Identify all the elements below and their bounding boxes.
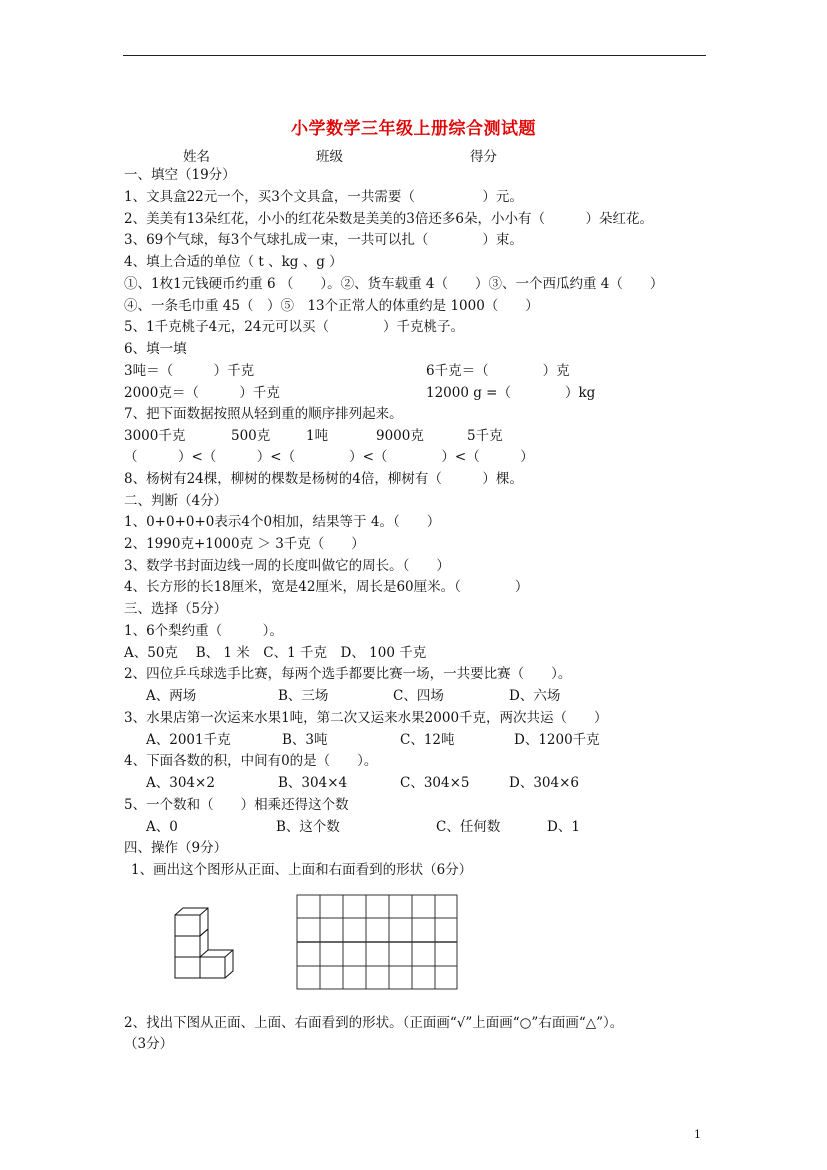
- s3-question-1: 1、6个梨约重（ ）。: [124, 623, 283, 639]
- s3-q4-option: C、304×5: [400, 775, 470, 791]
- s3-q3-option: C、12吨: [400, 732, 455, 748]
- s3-question-2: 2、四位乒乓球选手比赛，每两个选手都要比赛一场，一共要比赛（ ）。: [124, 666, 572, 682]
- s3-q3-option: A、2001千克: [146, 732, 231, 748]
- header-rule: [123, 55, 706, 56]
- s3-q4-option: A、304×2: [146, 775, 215, 791]
- s1-question-7: 7、把下面数据按照从轻到重的顺序排列起来。: [124, 406, 403, 422]
- name-label: 姓名: [183, 149, 210, 165]
- s1-question-5: 5、1千克桃子4元，24元可以买（ ）千克桃子。: [124, 319, 464, 335]
- s3-q2-option: C、四场: [393, 688, 444, 704]
- s4-question-2-cont: （3分）: [124, 1036, 174, 1052]
- score-label: 得分: [470, 149, 497, 165]
- s1-question-8: 8、杨树有24棵，柳树的棵数是杨树的4倍，柳树有（ ）棵。: [124, 471, 523, 487]
- drawing-grid: [296, 894, 460, 992]
- page-title: 小学数学三年级上册综合测试题: [291, 119, 536, 139]
- s3-q4-option: D、304×6: [509, 775, 579, 791]
- section2-heading: 二、判断（4分）: [124, 493, 228, 509]
- s3-q4-option: B、304×4: [278, 775, 348, 791]
- s1-q7-item: 500克: [231, 428, 271, 444]
- s1-q7-item: 3000千克: [124, 428, 186, 444]
- s3-q2-option: A、两场: [146, 688, 197, 704]
- s1-q6-item-a: 3吨＝（ ）千克: [124, 363, 255, 379]
- s3-question-5: 5、一个数和（ ）相乘还得这个数: [124, 797, 349, 813]
- s2-question-1: 1、0+0+0+0表示4个0相加，结果等于 4。（ ）: [124, 514, 441, 530]
- section4-heading: 四、操作（9分）: [124, 840, 228, 856]
- s3-q2-option: B、三场: [278, 688, 329, 704]
- s3-question-3: 3、水果店第一次运来水果1吨，第二次又运来水果2000千克，两次共运（ ）: [124, 710, 608, 726]
- s1-question-4a: ①、1枚1元钱硬币约重 6 （ ）。②、货车载重 4（ ）③、一个西瓜约重 4（ ）: [124, 276, 664, 292]
- s4-question-1: 1、画出这个图形从正面、上面和右面看到的形状（6分）: [131, 862, 473, 878]
- class-label: 班级: [316, 149, 343, 165]
- s1-q6-item-c: 2000克＝（ ）千克: [124, 385, 280, 401]
- s1-question-6: 6、填一填: [124, 341, 187, 357]
- cube-stack-figure: [168, 905, 240, 981]
- s1-q6-item-d: 12000 g =（ ）kg: [426, 385, 596, 401]
- s3-q5-option: D、1: [547, 819, 580, 835]
- section1-heading: 一、填空（19分）: [124, 167, 236, 183]
- s3-q3-option: D、1200千克: [514, 732, 600, 748]
- s3-q2-option: D、六场: [509, 688, 561, 704]
- s4-question-2: 2、找出下图从正面、上面、右面看到的形状。（正面画“√”上面画“○”右面画“△”）。: [124, 1015, 624, 1031]
- s2-question-3: 3、数学书封面边线一周的长度叫做它的周长。（ ）: [124, 558, 450, 574]
- s1-q7-item: 9000克: [376, 428, 424, 444]
- s3-question-4: 4、下面各数的积，中间有0的是（ ）。: [124, 753, 378, 769]
- s3-q5-option: C、任何数: [436, 819, 501, 835]
- s1-q7-item: 5千克: [467, 428, 503, 444]
- s1-question-2: 2、美美有13朵红花，小小的红花朵数是美美的3倍还多6朵，小小有（ ）朵红花。: [124, 211, 653, 227]
- s2-question-4: 4、长方形的长18厘米，宽是42厘米，周长是60厘米。（ ）: [124, 579, 529, 595]
- s3-q5-option: A、0: [146, 819, 178, 835]
- section3-heading: 三、选择（5分）: [124, 601, 228, 617]
- s1-q7-item: 1吨: [306, 428, 329, 444]
- s1-question-4b: ④、一条毛巾重 45（ ）⑤ 13个正常人的体重约是 1000（ ）: [124, 298, 539, 314]
- s1-question-4: 4、填上合适的单位（ t 、kg 、g ）: [124, 254, 343, 270]
- s3-q3-option: B、3吨: [282, 732, 328, 748]
- s1-question-3: 3、69个气球，每3个气球扎成一束，一共可以扎（ ）束。: [124, 232, 523, 248]
- s3-q5-option: B、这个数: [276, 819, 340, 835]
- s3-q1-options: A、50克 B、 1 米 C、1 千克 D、 100 千克: [124, 645, 427, 661]
- page-number: 1: [694, 1128, 701, 1141]
- s1-q6-item-b: 6千克＝（ ）克: [426, 363, 570, 379]
- s1-question-1: 1、文具盒22元一个，买3个文具盒，一共需要（ ）元。: [124, 189, 523, 205]
- s2-question-2: 2、1990克+1000克 ＞ 3千克（ ）: [124, 536, 365, 552]
- s1-q7-blanks: （ ）<（ ）<（ ）<（ ）<（ ）: [124, 449, 534, 465]
